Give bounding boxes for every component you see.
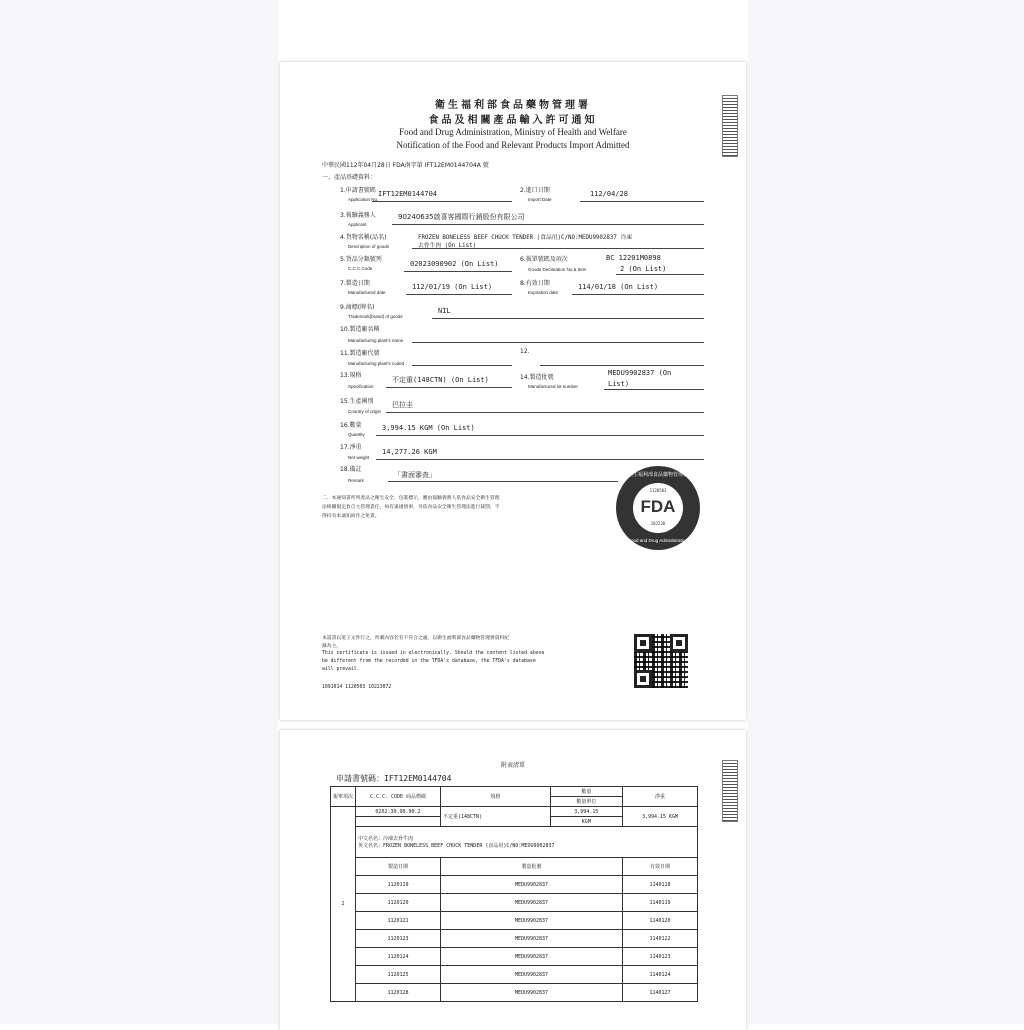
applicant: 90240635啟喜客國際行銷股份有限公司	[398, 213, 525, 221]
lot-number-2: List)	[608, 380, 630, 388]
lot-exp: 1140127	[623, 984, 698, 1002]
reference-line: 中華民國112年04月28日 FDA南字第 IFT12EM0144704A 號	[322, 162, 489, 169]
goods-description: FROZEN BONELESS BEEF CHUCK TENDER (食品用)C/NO:MEDU9902837 冷凍	[418, 235, 632, 241]
field-label: 2.進口日期	[520, 187, 550, 194]
lot-exp: 1140119	[623, 894, 698, 912]
header-unit: 數量單位	[550, 797, 622, 807]
field-label-en: Quantity	[348, 432, 365, 437]
footer-en: This certificate is issued in electronically. Should the content listed above	[322, 651, 545, 656]
stamp-ring-en: Food and Drug Administration	[628, 538, 688, 543]
trademark: NIL	[438, 307, 451, 315]
lot-lot: MEDU9902837	[441, 876, 623, 894]
row-spec: 不定重(148CTN)	[441, 807, 551, 827]
lot-lot: MEDU9902837	[441, 948, 623, 966]
declaration-item: 2 (On List)	[620, 265, 667, 273]
specification: 不定重(148CTN) (On List)	[392, 376, 489, 384]
field-label: 13.規格	[340, 372, 362, 379]
perforation-mark	[722, 760, 738, 822]
lot-mfg: 1120128	[356, 984, 441, 1002]
note-line: 二、本通知書所列產品之衛生安全、包裝標示，應由報驗義務人依食品安全衛生管理	[322, 496, 500, 501]
footer-en: will prevail.	[322, 667, 360, 672]
lot-mfg: 1120120	[356, 894, 441, 912]
field-label: 18.備註	[340, 466, 362, 473]
goods-description-2: 去骨牛肉 (On List)	[418, 243, 477, 249]
field-label: 5.貨品分類號列	[340, 256, 382, 263]
field-label: 16.數量	[340, 422, 362, 429]
row-qty: 3,994.15	[550, 807, 622, 817]
stamp-code-top: 1120503	[649, 488, 667, 493]
field-label-en: Net weight	[348, 455, 370, 460]
header-net: 淨重	[623, 787, 698, 807]
attachment-title: 附表清單	[500, 762, 525, 769]
field-label-en: Application No.	[348, 197, 379, 202]
field-label: 6.報單號碼及項次	[520, 256, 568, 263]
row-seq: 2	[331, 807, 356, 1002]
subheader-lot: 製造批號	[441, 858, 623, 876]
lot-mfg: 1120125	[356, 966, 441, 984]
manufactured-date: 112/01/19 (On List)	[412, 283, 493, 291]
quantity: 3,994.15 KGM (On List)	[382, 424, 475, 432]
field-label-en: Applicant	[348, 222, 367, 227]
lot-lot: MEDU9902837	[441, 966, 623, 984]
remark: 「書面審查」	[394, 471, 436, 479]
qr-code[interactable]	[634, 634, 688, 688]
footer-zh: 錄為主。	[322, 644, 342, 649]
fda-logo: FDA	[640, 497, 676, 516]
lot-number: MEDU9902837 (On	[608, 369, 672, 377]
row-net: 3,994.15 KGM	[623, 807, 698, 827]
stamp-code-bottom: 102230	[650, 521, 666, 526]
subheader-exp: 有效日期	[623, 858, 698, 876]
header-qty: 數量	[550, 787, 622, 797]
field-label: 4.貨物名稱(品名)	[340, 234, 387, 241]
field-label: 7.製造日期	[340, 280, 370, 287]
field-label: 11.製造廠代號	[340, 350, 380, 357]
lot-row	[331, 984, 698, 1002]
title-zh-1: 衛生福利部食品藥物管理署	[435, 100, 591, 111]
right-margin	[748, 0, 1024, 1024]
row-ccc: 0202.30.90.90.2	[356, 807, 441, 817]
field-label-en: C.C.C.Code	[348, 266, 373, 271]
field-label: 10.製造廠名稱	[340, 326, 380, 333]
field-label-en: Specification	[348, 384, 374, 389]
field-label: 3.報驗義務人	[340, 212, 376, 219]
field-label-en: Manufactured date	[348, 290, 386, 295]
lot-row	[331, 876, 698, 894]
lot-lot: MEDU9902837	[441, 930, 623, 948]
lot-exp: 1140124	[623, 966, 698, 984]
application-number: IFT12EM0144704	[378, 190, 438, 198]
lot-lot: MEDU9902837	[441, 894, 623, 912]
stamp-ring-text: 衛生福利部食品藥物管理署	[627, 472, 688, 478]
title-zh-2: 食品及相關產品輸入許可通知	[428, 115, 598, 126]
lot-row	[331, 948, 698, 966]
field-label: 9.商標(牌名)	[340, 304, 375, 311]
lot-exp: 1140123	[623, 948, 698, 966]
field-label: 17.淨重	[340, 444, 362, 451]
lot-exp: 1140120	[623, 912, 698, 930]
title-en-2: Notification of the Food and Relevant Products Import Admitted	[396, 140, 630, 150]
field-label-en: Remark	[348, 478, 364, 483]
lot-exp: 1140122	[623, 930, 698, 948]
lot-lot: MEDU9902837	[441, 912, 623, 930]
title-en-1: Food and Drug Administration, Ministry of Health and Welfare	[399, 127, 627, 137]
lot-row	[331, 912, 698, 930]
product-name-zh: 中文名名：冷凍去骨牛肉	[358, 836, 414, 842]
field-label-en: Manufactured lot number	[528, 384, 579, 389]
certificate-page	[280, 62, 746, 720]
country-of-origin: 巴拉圭	[392, 401, 413, 409]
note-line: 得持有本通知而作之免責。	[322, 514, 380, 519]
fda-seal-stamp	[616, 466, 700, 550]
attachment-app-number: 申請書號碼：IFT12EM0144704	[336, 774, 452, 783]
field-label-en: Import Date	[528, 197, 552, 202]
field-label-en: Expiration date	[528, 290, 559, 295]
import-date: 112/04/28	[590, 190, 628, 198]
lot-mfg: 1120119	[356, 876, 441, 894]
field-label: 12.	[520, 348, 530, 355]
row-unit: KGM	[550, 817, 622, 827]
subheader-mfg: 製造日期	[356, 858, 441, 876]
ccc-code: 02023090902 (On List)	[410, 260, 499, 268]
perforation-mark	[722, 95, 738, 157]
lot-exp: 1140118	[623, 876, 698, 894]
field-label-en: Manufacturing plant's coded	[348, 361, 405, 366]
note-line: 法相關規定負自主管理責任，如有違規情事，另依食品安全衛生管理法進行裁罰，不	[322, 505, 500, 510]
lot-lot: MEDU9902837	[441, 984, 623, 1002]
header-seq: 報單項次	[331, 787, 356, 807]
field-label-en: Description of goods	[348, 244, 390, 249]
field-label: 8.有效日期	[520, 280, 550, 287]
attachment-page	[280, 730, 746, 1030]
field-label-en: Goods Declaration No.& Item	[528, 267, 587, 272]
footer-en: be different from the recorded in the TFDA's database, the TFDA's database	[322, 659, 536, 664]
lot-row	[331, 894, 698, 912]
expiration-date: 114/01/18 (On List)	[578, 283, 659, 291]
header-spec: 規格	[441, 787, 551, 807]
lot-mfg: 1120124	[356, 948, 441, 966]
field-label: 14.製造批號	[520, 374, 554, 381]
net-weight: 14,277.26 KGM	[382, 448, 437, 456]
header-ccc: C.C.C. CODE 商品標碼	[356, 787, 441, 807]
field-label-en: Country of origin	[348, 409, 382, 414]
field-label-en: Manufacturing plant's name	[348, 338, 404, 343]
footer-code: 1091014 1120503 10223072	[322, 685, 392, 690]
declaration-number: BC 12201M0898	[606, 254, 661, 262]
lot-mfg: 1120123	[356, 930, 441, 948]
section-heading: 一、產品基礎資料：	[322, 174, 377, 181]
lot-row	[331, 930, 698, 948]
lot-mfg: 1120121	[356, 912, 441, 930]
lot-row	[331, 966, 698, 984]
field-label: 1.申請書號碼	[340, 187, 376, 194]
left-margin	[0, 0, 278, 1024]
attachment-table	[330, 786, 698, 1002]
field-label-en: Trademark(brand) of goods	[348, 314, 403, 319]
field-label: 15.生產國別	[340, 398, 374, 405]
footer-zh: 本證書以電子文件行之，所載內容若有不符合之處，以衛生福利部食品藥物管理署資料紀	[322, 636, 510, 641]
product-name-en: 英文名名：FROZEN BONELESS BEEF CHUCK TENDER (食品用)C/NO:MEDU9902837	[358, 843, 555, 849]
